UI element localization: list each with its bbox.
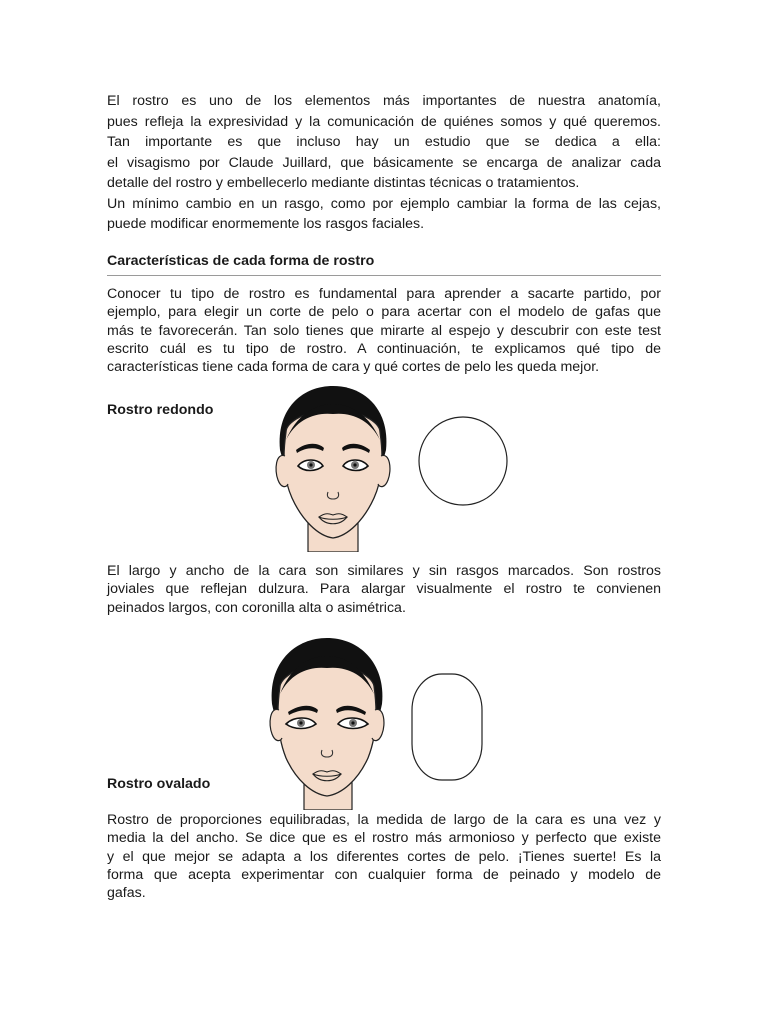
section-paragraph bbox=[107, 285, 661, 376]
round-face-paragraph bbox=[107, 562, 661, 617]
intro-line: puede modificar enormemente los rasgos faciales. bbox=[107, 216, 425, 232]
oval-shape-outline bbox=[408, 670, 486, 784]
section-line: Conocer tu tipo de rostro es fundamental para aprender a sacarte partido, por bbox=[107, 286, 661, 302]
oval-line: forma que acepta experimentar con cualquier forma de peinado y modelo de bbox=[107, 866, 661, 883]
round-face-title: Rostro redondo bbox=[107, 402, 214, 418]
oval-line: y el que mejor se adapta a los diferentes cortes de pelo. ¡Tienes suerte! Es la bbox=[107, 848, 661, 865]
round-line: peinados largos, con coronilla alta o asimétrica. bbox=[107, 599, 406, 616]
oval-face-title: Rostro ovalado bbox=[107, 776, 211, 792]
section-line: más te favorecerán. Tan solo tienes que mirarte al espejo y descubrir con este test bbox=[107, 322, 661, 339]
section-line: características tiene cada forma de cara y qué cortes de pelo les queda mejor. bbox=[107, 359, 600, 376]
oval-face-illustration bbox=[262, 634, 392, 810]
oval-line: Rostro de proporciones equilibradas, la medida de largo de la cara es una vez y bbox=[107, 812, 661, 828]
intro-line: el visagismo por Claude Juillard, que básicamente se encarga de analizar cada bbox=[107, 154, 661, 171]
intro-line: Un mínimo cambio en un rasgo, como por ejemplo cambiar la forma de las cejas, bbox=[107, 195, 661, 212]
section-heading: Características de cada forma de rostro bbox=[107, 253, 375, 269]
oval-line: media la del ancho. Se dice que es el rostro más armonioso y perfecto que existe bbox=[107, 830, 661, 847]
intro-paragraph bbox=[107, 91, 661, 235]
section-line: ejemplo, para elegir un corte de pelo o para acertar con el modelo de gafas que bbox=[107, 304, 661, 321]
section-line: escrito cuál es tu tipo de rostro. A continuación, te explicamos qué tipo de bbox=[107, 340, 661, 357]
oval-face-paragraph bbox=[107, 811, 661, 902]
round-line: El largo y ancho de la cara son similares y sin rasgos marcados. Son rostros bbox=[107, 563, 661, 579]
heading-divider bbox=[107, 275, 661, 276]
round-shape-outline bbox=[415, 415, 511, 507]
round-face-illustration bbox=[266, 380, 400, 552]
intro-line: pues refleja la expresividad y la comunicación de quiénes somos y qué queremos. bbox=[107, 113, 661, 130]
intro-line: Tan importante es que incluso hay un estudio que se dedica a ella: bbox=[107, 134, 661, 150]
oval-line: gafas. bbox=[107, 885, 146, 902]
intro-line: detalle del rostro y embellecerlo mediante distintas técnicas o tratamientos. bbox=[107, 175, 580, 191]
round-line: joviales que reflejan dulzura. Para alargar visualmente el rostro te convienen bbox=[107, 581, 661, 598]
intro-line: El rostro es uno de los elementos más importantes de nuestra anatomía, bbox=[107, 93, 661, 109]
